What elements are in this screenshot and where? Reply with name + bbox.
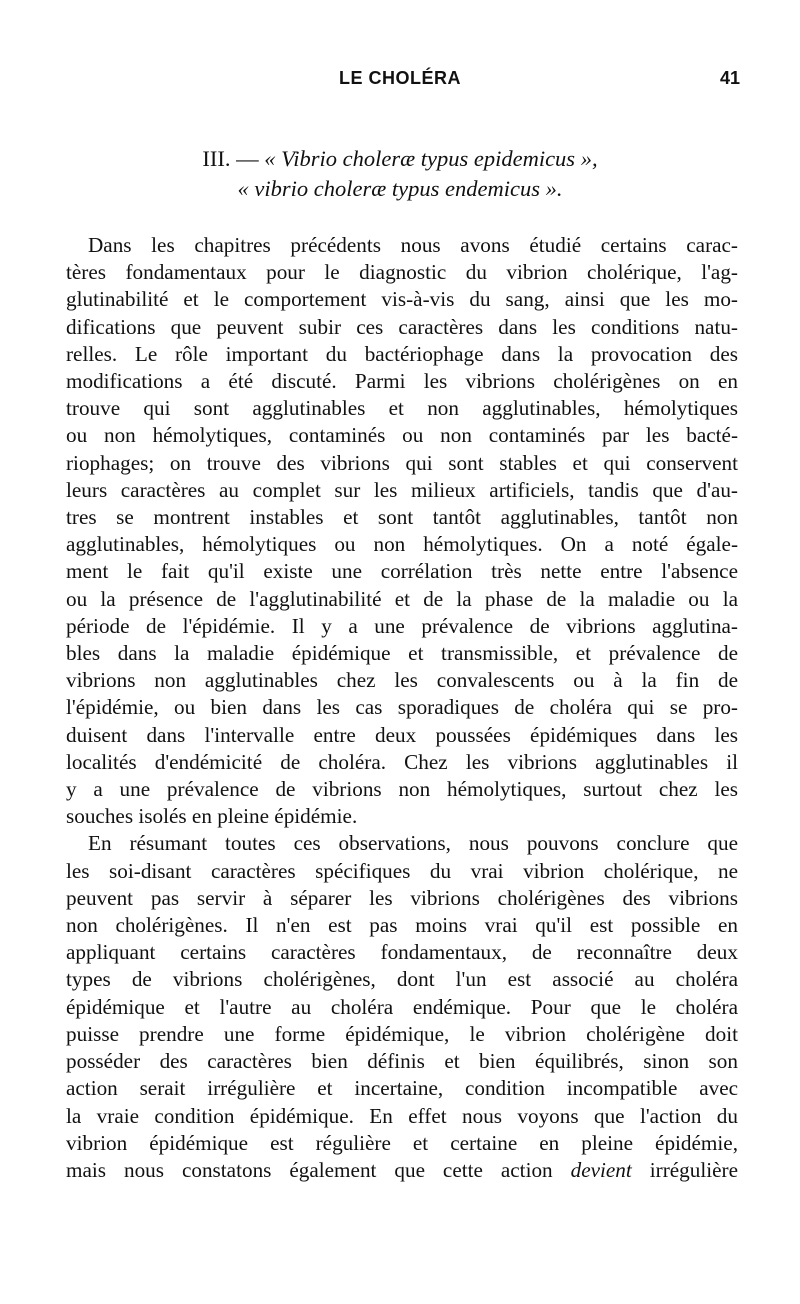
paragraph-line: non cholérigènes. Il n'en est pas moins vrai qu'il est possible en [66,913,738,938]
paragraph-line: types de vibrions cholérigènes, dont l'un est associé au choléra [66,967,738,992]
page-number: 41 [719,68,740,88]
section-number: III. — [202,146,259,171]
paragraph-line: tères fondamentaux pour le diagnostic du vibrion cholérique, l'ag- [66,260,738,285]
paragraph-line: Dans les chapitres précédents nous avons étudié certains carac- [88,233,738,257]
paragraph-line: y a une prévalence de vibrions non hémolytiques, surtout chez les [66,777,738,802]
paragraph-line: bles dans la maladie épidémique et transmissible, et prévalence de [66,641,738,666]
paragraph-line: vibrion épidémique est régulière et certaine en pleine épidémie, [66,1130,738,1155]
paragraph-line: souches isolés en pleine épidémie. [66,804,358,829]
paragraph-line: agglutinables, hémolytiques ou non hémolytiques. On a noté égale- [66,532,738,557]
paragraph-line: trouve qui sont agglutinables et non agglutinables, hémolytiques [66,396,738,421]
paragraph-line: localités d'endémicité de choléra. Chez les vibrions agglutinables il [66,749,738,774]
paragraph-line: En résumant toutes ces observations, nous pouvons conclure que [88,831,738,856]
paragraph-2 [66,830,738,1184]
paragraph-line: peuvent pas servir à séparer les vibrions cholérigènes des vibrions [66,885,738,910]
paragraph-line: période de l'épidémie. Il y a une prévalence de vibrions agglutina- [66,613,738,638]
section-heading-line-1 [0,144,800,174]
section-title-2: « vibrio choleræ typus endemicus ». [237,176,563,201]
paragraph-line: modifications a été discuté. Parmi les vibrions cholérigènes on en [66,369,738,394]
running-header [60,68,740,98]
paragraph-line: leurs caractères au complet sur les milieux artificiels, tandis que d'au- [66,477,738,502]
paragraph-1 [66,232,738,830]
section-heading-line-2 [0,174,800,204]
paragraph-line: mais nous constatons également que cette action devient irrégulière [66,1157,738,1182]
paragraph-line: tres se montrent instables et sont tantôt agglutinables, tantôt non [66,505,738,530]
paragraph-line: ou la présence de l'agglutinabilité et de la phase de la maladie ou la [66,586,738,611]
section-title-1: « Vibrio choleræ typus epidemicus », [264,146,598,171]
paragraph-line: puisse prendre une forme épidémique, le vibrion cholérigène doit [66,1021,738,1046]
paragraph-line: duisent dans l'intervalle entre deux poussées épidémiques dans les [66,722,738,747]
paragraph-line: action serait irrégulière et incertaine, condition incompatible avec [66,1076,738,1101]
section-heading [0,144,800,204]
paragraph-line: l'épidémie, ou bien dans les cas sporadiques de choléra qui se pro- [66,695,738,720]
paragraph-line: appliquant certains caractères fondamentaux, de reconnaître deux [66,940,738,965]
paragraph-line: glutinabilité et le comportement vis-à-vis du sang, ainsi que les mo- [66,287,738,312]
running-title: LE CHOLÉRA [339,68,461,88]
paragraph-line: relles. Le rôle important du bactériophage dans la provocation des [66,341,738,366]
paragraph-line: la vraie condition épidémique. En effet nous voyons que l'action du [66,1103,738,1128]
body-text [66,232,738,1184]
paragraph-line: vibrions non agglutinables chez les convalescents ou à la fin de [66,668,738,693]
paragraph-line: ou non hémolytiques, contaminés ou non contaminés par les bacté- [66,423,738,448]
paragraph-line: difications que peuvent subir ces caractères dans les conditions natu- [66,314,738,339]
paragraph-line: les soi-disant caractères spécifiques du vrai vibrion cholérique, ne [66,858,738,883]
paragraph-line: épidémique et l'autre au choléra endémique. Pour que le choléra [66,994,738,1019]
paragraph-line: posséder des caractères bien définis et bien équilibrés, sinon son [66,1049,738,1074]
paragraph-line: ment le fait qu'il existe une corrélation très nette entre l'absence [66,559,738,584]
italic-word: devient [570,1157,632,1182]
paragraph-line: riophages; on trouve des vibrions qui sont stables et qui conservent [66,450,738,475]
